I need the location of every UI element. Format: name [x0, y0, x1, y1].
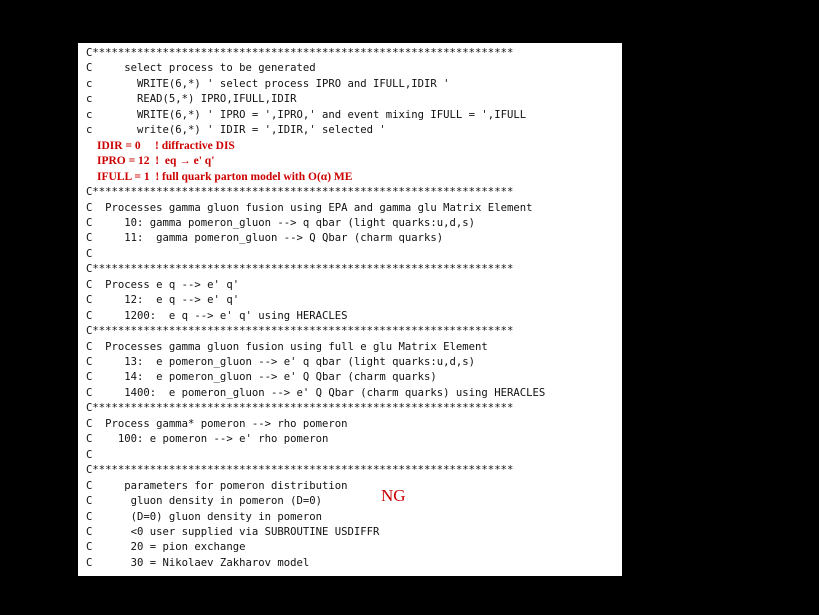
red-parameter-line: IDIR = 0 ! diffractive DIS [97, 139, 235, 152]
code-line: C****************************************************************** [86, 325, 514, 338]
code-line: C 20 = pion exchange [86, 541, 246, 554]
code-line: C****************************************************************** [86, 464, 514, 477]
code-line: C 10: gamma pomeron_gluon --> q qbar (light quarks:u,d,s) [86, 216, 476, 229]
code-line: C****************************************************************** [86, 47, 514, 59]
code-line: c WRITE(6,*) ' select process IPRO and IFULL,IDIR ' [86, 77, 450, 90]
code-line: c write(6,*) ' IDIR = ',IDIR,' selected ' [86, 124, 386, 137]
red-parameter-line: IFULL = 1 ! full quark parton model with O(α) ME [97, 170, 353, 183]
code-line: C Processes gamma gluon fusion using EPA and gamma glu Matrix Element [86, 201, 533, 214]
code-line: C 14: e pomeron_gluon --> e' Q Qbar (charm quarks) [86, 371, 437, 384]
ng-annotation: NG [381, 486, 406, 505]
code-line: C Process e q --> e' q' [86, 278, 240, 291]
code-line: C 100: e pomeron --> e' rho pomeron [86, 433, 329, 446]
code-line: C parameters for pomeron distribution [86, 479, 348, 492]
code-line: C <0 user supplied via SUBROUTINE USDIFFR [86, 525, 380, 538]
code-line: C Process gamma* pomeron --> rho pomeron [86, 417, 348, 430]
code-line: C 11: gamma pomeron_gluon --> Q Qbar (charm quarks) [86, 232, 444, 245]
code-line: C 30 = Nikolaev Zakharov model [86, 556, 310, 569]
code-line: C 1400: e pomeron_gluon --> e' Q Qbar (charm quarks) using HERACLES [86, 386, 546, 399]
code-line: C [86, 448, 93, 461]
code-line: C 13: e pomeron_gluon --> e' q qbar (light quarks:u,d,s) [86, 356, 476, 368]
code-line: C 1200: e q --> e' q' using HERACLES [86, 309, 348, 322]
code-line: C****************************************************************** [86, 186, 514, 199]
code-line: c WRITE(6,*) ' IPRO = ',IPRO,' and event mixing IFULL = ',IFULL [86, 108, 527, 121]
code-line: C (D=0) gluon density in pomeron [86, 510, 322, 523]
code-line: C****************************************************************** [86, 402, 514, 415]
code-line: c READ(5,*) IPRO,IFULL,IDIR [86, 93, 297, 106]
code-line: C [86, 247, 93, 260]
code-line: C 12: e q --> e' q' [86, 294, 240, 307]
red-parameter-line: IPRO = 12 ! eq → e' q' [97, 155, 215, 168]
code-line: C select process to be generated [86, 62, 316, 75]
code-line: C gluon density in pomeron (D=0) [86, 495, 322, 508]
code-panel [78, 43, 622, 576]
code-line: C Processes gamma gluon fusion using full e glu Matrix Element [86, 340, 488, 353]
code-line: C****************************************************************** [86, 263, 514, 276]
